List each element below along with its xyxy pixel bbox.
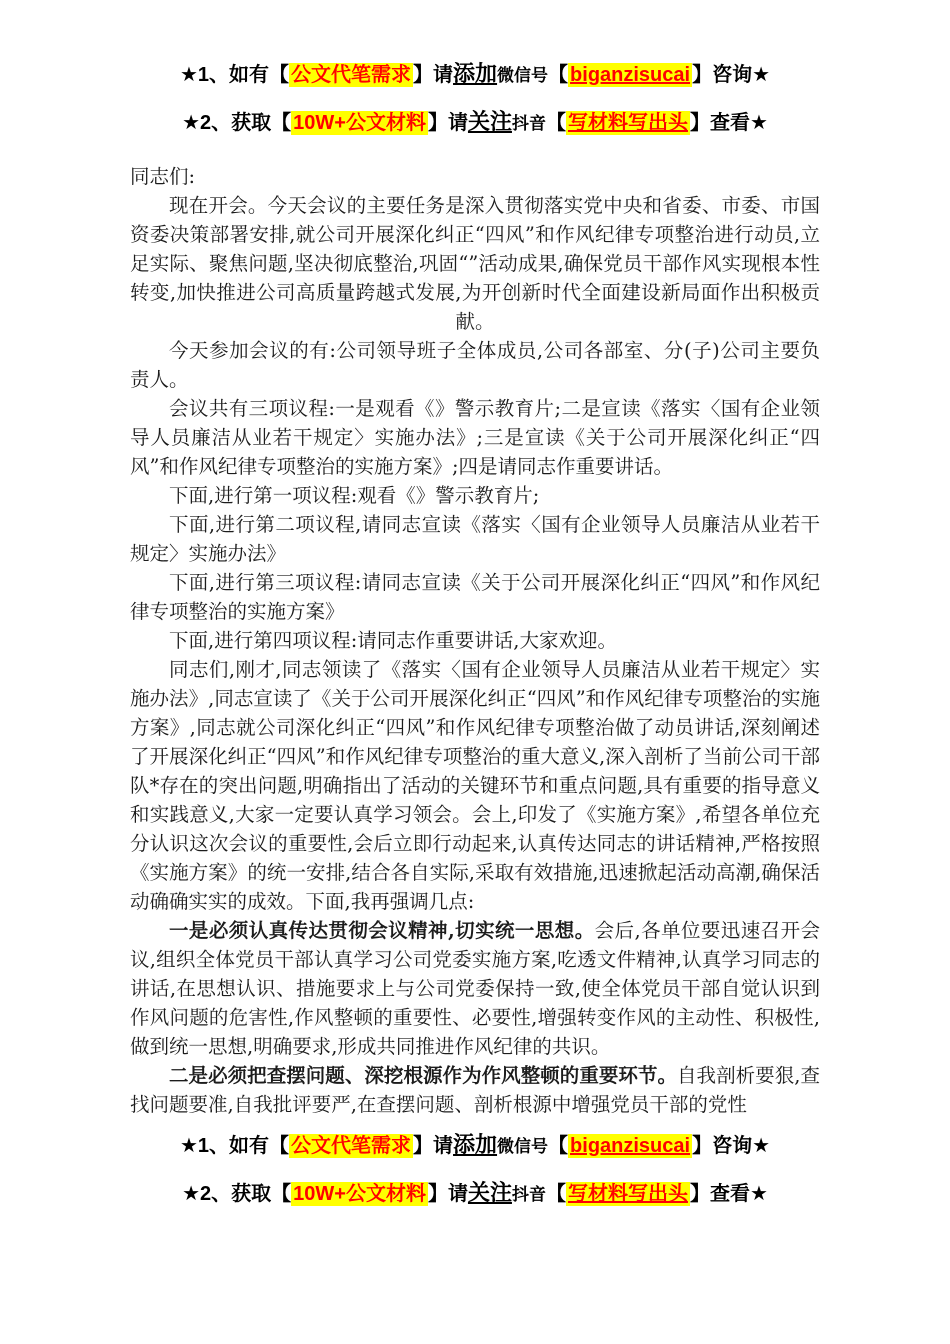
banner-prefix-text: ★2、获取【 (182, 1183, 292, 1205)
paragraph-opening: 现在开会。今天会议的主要任务是深入贯彻落实党中央和省委、市委、市国资委决策部署安排,就公司开展深化纠正“四风”和作风纪律专项整治进行动员,立足实际、聚焦问题,坚决彻底整治,巩固“”活动成果,确保党员干部作风实现根本性转变,加快推进公司高质量跨越式发展,为开创新时代全面建设新局面作出积极贡献。 (130, 194, 820, 333)
highlighted-material-text: 10W+公文材料 (293, 1183, 426, 1205)
banner-small-text: 抖音 (511, 1185, 546, 1204)
banner-suffix-text: 】查看★ (689, 112, 768, 134)
highlighted-service-text: 公文代笔需求 (291, 64, 412, 86)
underlined-action-text: 添加 (453, 61, 498, 86)
highlighted-service-text: 公文代笔需求 (291, 1135, 412, 1157)
salutation: 同志们: (130, 165, 196, 188)
promo-line-1 (0, 60, 950, 90)
underlined-action-text: 添加 (453, 1132, 498, 1157)
paragraph-point-2 (130, 1061, 820, 1119)
banner-prefix-text: ★2、获取【 (182, 112, 292, 134)
paragraph-summary: 同志们,刚才,同志领读了《落实〈国有企业领导人员廉洁从业若干规定〉实施办法》,同志宣读了《关于公司开展深化纠正“四风”和作风纪律专项整治的实施方案》,同志就公司深化纠正“四风”和作风纪律专项整治做了动员讲话,深刻阐述了开展深化纠正“四风”和作风纪律专项整治的重大意义,深入剖析了当前公司干部队*存在的突出问题,明确指出了活动的关键环节和重点问题,具有重要的指导意义和实践意义,大家一定要认真学习领会。会上,印发了《实施方案》,希望各单位充分认识这次会议的重要性,会后立即行动起来,认真传达同志的讲话精神,严格按照《实施方案》的统一安排,结合各自实际,采取有效措施,迅速掀起活动高潮,确保活动确确实实的成效。下面,我再强调几点: (130, 658, 820, 913)
paragraph-agenda-item-2: 下面,进行第二项议程,请同志宣读《落实〈国有企业领导人员廉洁从业若干规定〉实施办法》 (130, 513, 820, 565)
banner-suffix-text: 】咨询★ (692, 64, 771, 86)
highlighted-material-text: 10W+公文材料 (293, 112, 426, 134)
banner-mid-text: 】请 (427, 112, 468, 134)
paragraph-agenda-item-4: 下面,进行第四项议程:请同志作重要讲话,大家欢迎。 (169, 629, 617, 652)
banner-bracket: 【 (548, 64, 569, 86)
paragraph-attendees: 今天参加会议的有:公司领导班子全体成员,公司各部室、分(子)公司主要负责人。 (130, 339, 820, 391)
paragraph-agenda-item-3: 下面,进行第三项议程:请同志宣读《关于公司开展深化纠正“四风”和作风纪律专项整治的实施方案》 (130, 571, 820, 623)
underlined-action-text: 关注 (467, 109, 512, 134)
banner-bracket: 【 (548, 1135, 569, 1157)
banner-suffix-text: 】咨询★ (692, 1135, 771, 1157)
banner-mid-text: 】请 (413, 1135, 454, 1157)
banner-small-text: 微信号 (497, 1137, 549, 1156)
point-1-body: 会后,各单位要迅速召开会议,组织全体党员干部认真学习公司党委实施方案,吃透文件精神,认真学习同志的讲话,在思想认识、措施要求上与公司党委保持一致,使全体党员干部自觉认识到作风问题的危害性,作风整顿的重要性、必要性,增强转变作风的主动性、积极性,做到统一思想,明确要求,形成共同推进作风纪律的共识。 (130, 919, 820, 1058)
banner-bracket: 【 (545, 1183, 566, 1205)
paragraph-agenda-item-1: 下面,进行第一项议程:观看《》警示教育片; (169, 484, 540, 507)
wechat-id-text: biganzisucai (570, 1135, 691, 1157)
banner-prefix-text: ★1、如有【 (179, 1135, 290, 1157)
promo-line-2 (0, 108, 950, 138)
document-body (130, 162, 820, 1119)
promo-line-2 (0, 1179, 950, 1209)
point-2-body: 自我剖析要狠,查找问题要准,自我批评要严,在查摆问题、剖析根源中增强党员干部的党性 (130, 1064, 820, 1116)
promo-line-1 (0, 1131, 950, 1161)
promo-banner-top (0, 0, 950, 138)
banner-bracket: 【 (545, 112, 566, 134)
promo-banner-bottom (0, 1131, 950, 1209)
paragraph-point-1 (130, 916, 820, 1061)
wechat-id-text: biganzisucai (570, 64, 691, 86)
banner-suffix-text: 】查看★ (689, 1183, 768, 1205)
douyin-account-text: 写材料写出头 (567, 112, 688, 134)
point-1-lead: 一是必须认真传达贯彻会议精神,切实统一思想。 (169, 919, 595, 942)
point-2-lead: 二是必须把查摆问题、深挖根源作为作风整顿的重要环节。 (169, 1064, 678, 1087)
banner-mid-text: 】请 (413, 64, 454, 86)
underlined-action-text: 关注 (467, 1180, 512, 1205)
banner-prefix-text: ★1、如有【 (179, 64, 290, 86)
banner-small-text: 抖音 (511, 114, 546, 133)
banner-mid-text: 】请 (427, 1183, 468, 1205)
paragraph-agenda: 会议共有三项议程:一是观看《》警示教育片;二是宣读《落实〈国有企业领导人员廉洁从业若干规定〉实施办法》;三是宣读《关于公司开展深化纠正“四风”和作风纪律专项整治的实施方案》;四是请同志作重要讲话。 (130, 397, 820, 478)
douyin-account-text: 写材料写出头 (567, 1183, 688, 1205)
banner-small-text: 微信号 (497, 66, 549, 85)
